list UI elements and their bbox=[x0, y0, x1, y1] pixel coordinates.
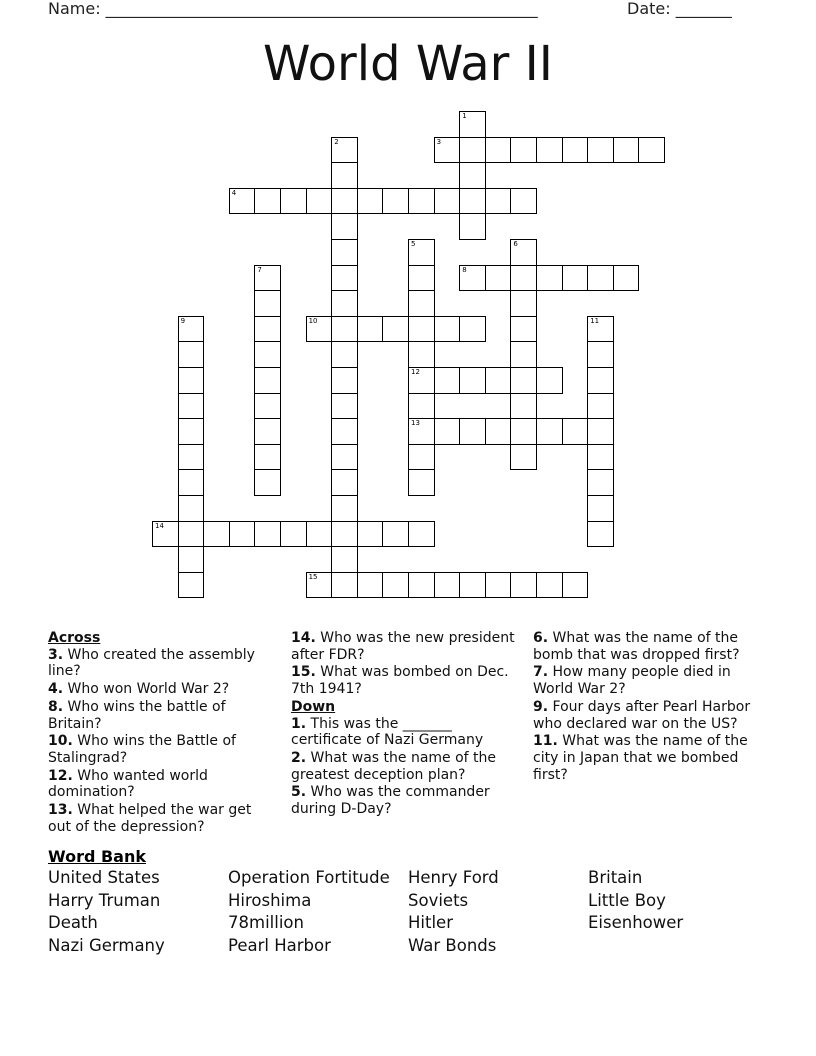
crossword-cell[interactable] bbox=[459, 367, 486, 394]
crossword-cell[interactable] bbox=[510, 572, 537, 599]
clue-across-10: 10. Who wins the Battle of Stalingrad? bbox=[48, 733, 236, 766]
word-bank-item: War Bonds bbox=[408, 936, 497, 955]
crossword-cell[interactable] bbox=[459, 316, 486, 343]
name-field-label: Name: ______________________________________________________ bbox=[48, 0, 538, 18]
crossword-cell[interactable] bbox=[587, 341, 614, 368]
crossword-cell[interactable] bbox=[587, 418, 614, 445]
word-bank-item: Henry Ford bbox=[408, 868, 499, 887]
crossword-cell[interactable] bbox=[613, 137, 640, 164]
cell-number: 9 bbox=[180, 316, 186, 325]
crossword-cell[interactable] bbox=[587, 521, 614, 548]
crossword-cell[interactable] bbox=[485, 418, 512, 445]
crossword-cell[interactable] bbox=[587, 137, 614, 164]
clue-across-12: 12. Who wanted world domination? bbox=[48, 767, 208, 801]
crossword-cell[interactable] bbox=[587, 393, 614, 420]
crossword-cell[interactable] bbox=[331, 239, 358, 266]
cell-number: 11 bbox=[590, 316, 600, 325]
crossword-cell[interactable] bbox=[434, 367, 461, 394]
crossword-cell[interactable] bbox=[510, 239, 537, 266]
crossword-cell[interactable] bbox=[485, 367, 512, 394]
crossword-cell[interactable] bbox=[536, 418, 563, 445]
crossword-cell[interactable] bbox=[254, 367, 281, 394]
cell-number: 1 bbox=[462, 112, 467, 120]
crossword-cell[interactable] bbox=[613, 265, 640, 292]
word-bank-item: Eisenhower bbox=[588, 913, 684, 932]
crossword-cell[interactable] bbox=[178, 341, 205, 368]
crossword-cell[interactable] bbox=[536, 367, 563, 394]
crossword-cell[interactable] bbox=[178, 367, 205, 394]
crossword-cell[interactable] bbox=[357, 316, 384, 343]
clue-down-1: 1. This was the _______ certificate of Nazi Germany bbox=[291, 715, 484, 749]
crossword-cell[interactable] bbox=[408, 316, 435, 343]
crossword-cell[interactable] bbox=[331, 521, 358, 548]
crossword-cell[interactable] bbox=[254, 316, 281, 343]
crossword-cell[interactable] bbox=[331, 265, 358, 292]
crossword-cell[interactable] bbox=[306, 316, 333, 343]
crossword-cell[interactable] bbox=[382, 188, 409, 215]
crossword-cell[interactable] bbox=[562, 418, 589, 445]
crossword-cell[interactable] bbox=[485, 137, 512, 164]
crossword-cell[interactable] bbox=[331, 290, 358, 317]
crossword-cell[interactable] bbox=[459, 162, 486, 189]
crossword-cell[interactable] bbox=[510, 418, 537, 445]
clues-column-3 bbox=[533, 630, 768, 784]
crossword-cell[interactable] bbox=[562, 572, 589, 599]
crossword-cell[interactable] bbox=[331, 213, 358, 240]
crossword-cell[interactable] bbox=[306, 188, 333, 215]
crossword-cell[interactable] bbox=[331, 418, 358, 445]
crossword-cell[interactable] bbox=[331, 444, 358, 471]
crossword-cell[interactable] bbox=[459, 188, 486, 215]
clue-across-13: 13. What helped the war get out of the depression? bbox=[48, 802, 252, 835]
cell-number: 12 bbox=[411, 368, 420, 376]
crossword-cell[interactable] bbox=[510, 290, 537, 317]
crossword-cell[interactable] bbox=[254, 290, 281, 317]
crossword-cell[interactable] bbox=[408, 572, 435, 599]
word-bank-item: Operation Fortitude bbox=[228, 868, 390, 887]
crossword-cell[interactable] bbox=[382, 521, 409, 548]
crossword-cell[interactable] bbox=[254, 188, 281, 215]
crossword-cell[interactable] bbox=[562, 137, 589, 164]
crossword-cell[interactable] bbox=[434, 137, 461, 164]
word-bank-item: Hiroshima bbox=[228, 891, 312, 910]
crossword-cell[interactable] bbox=[306, 572, 333, 599]
crossword-cell[interactable] bbox=[408, 521, 435, 548]
clue-down-5: 5. Who was the commander during D-Day? bbox=[291, 784, 490, 818]
crossword-cell[interactable] bbox=[254, 341, 281, 368]
crossword-cell[interactable] bbox=[178, 546, 205, 573]
crossword-cell[interactable] bbox=[459, 111, 486, 138]
crossword-cell[interactable] bbox=[408, 188, 435, 215]
crossword-cell[interactable] bbox=[331, 137, 358, 164]
crossword-cell[interactable] bbox=[587, 316, 614, 343]
crossword-cell[interactable] bbox=[536, 265, 563, 292]
crossword-cell[interactable] bbox=[408, 418, 435, 445]
crossword-cell[interactable] bbox=[382, 572, 409, 599]
crossword-cell[interactable] bbox=[510, 265, 537, 292]
clue-down-6: 6. What was the name of the bomb that was dropped first? bbox=[533, 630, 740, 663]
crossword-cell[interactable] bbox=[331, 188, 358, 215]
clue-across-15: 15. What was bombed on Dec. 7th 1941? bbox=[291, 664, 509, 698]
crossword-cell[interactable] bbox=[178, 393, 205, 420]
crossword-cell[interactable] bbox=[587, 495, 614, 522]
down-heading: Down bbox=[291, 698, 336, 715]
word-bank-item: Little Boy bbox=[588, 891, 666, 910]
cell-number: 8 bbox=[462, 265, 467, 274]
across-heading: Across bbox=[48, 630, 101, 646]
crossword-cell[interactable] bbox=[331, 393, 358, 420]
cell-number: 4 bbox=[231, 188, 237, 197]
crossword-cell[interactable] bbox=[536, 572, 563, 599]
crossword-cell[interactable] bbox=[587, 444, 614, 471]
cell-number: 7 bbox=[257, 265, 262, 274]
crossword-cell[interactable] bbox=[510, 393, 537, 420]
cell-number: 10 bbox=[308, 316, 318, 325]
crossword-cell[interactable] bbox=[587, 265, 614, 292]
crossword-cell[interactable] bbox=[331, 546, 358, 573]
word-bank-item: Death bbox=[48, 913, 98, 932]
crossword-cell[interactable] bbox=[178, 521, 205, 548]
crossword-cell[interactable] bbox=[562, 265, 589, 292]
crossword-cell[interactable] bbox=[178, 418, 205, 445]
clue-down-9: 9. Four days after Pearl Harbor who declared war on the US? bbox=[533, 698, 751, 732]
crossword-cell[interactable] bbox=[434, 316, 461, 343]
cell-number: 3 bbox=[436, 137, 442, 146]
page-title: World War II bbox=[263, 36, 553, 92]
date-field-label: Date: _______ bbox=[627, 0, 732, 18]
crossword-cell[interactable] bbox=[485, 572, 512, 599]
word-bank-item: 78million bbox=[228, 913, 304, 932]
word-bank-item: Britain bbox=[588, 868, 643, 887]
crossword-cell[interactable] bbox=[510, 137, 537, 164]
crossword-cell[interactable] bbox=[280, 521, 307, 548]
crossword-cell[interactable] bbox=[459, 572, 486, 599]
crossword-cell[interactable] bbox=[459, 137, 486, 164]
crossword-cell[interactable] bbox=[229, 188, 256, 215]
crossword-cell[interactable] bbox=[331, 162, 358, 189]
crossword-cell[interactable] bbox=[536, 137, 563, 164]
crossword-cell[interactable] bbox=[306, 521, 333, 548]
crossword-cell[interactable] bbox=[152, 521, 179, 548]
crossword-cell[interactable] bbox=[331, 341, 358, 368]
crossword-cell[interactable] bbox=[254, 265, 281, 292]
crossword-cell[interactable] bbox=[229, 521, 256, 548]
crossword-cell[interactable] bbox=[408, 469, 435, 496]
crossword-cell[interactable] bbox=[434, 418, 461, 445]
crossword-cell[interactable] bbox=[408, 444, 435, 471]
clue-down-7: 7. How many people died in World War 2? bbox=[533, 664, 731, 698]
crossword-cell[interactable] bbox=[485, 265, 512, 292]
crossword-cell[interactable] bbox=[408, 290, 435, 317]
crossword-cell[interactable] bbox=[408, 393, 435, 420]
clue-across-4: 4. Who won World War 2? bbox=[48, 681, 230, 698]
crossword-cell[interactable] bbox=[178, 572, 205, 599]
crossword-cell[interactable] bbox=[510, 341, 537, 368]
cell-number: 6 bbox=[513, 240, 518, 248]
crossword-cell[interactable] bbox=[510, 444, 537, 471]
cell-number: 14 bbox=[155, 521, 164, 530]
crossword-cell[interactable] bbox=[331, 316, 358, 343]
cell-number: 2 bbox=[334, 137, 339, 146]
clue-down-11: 11. What was the name of the city in Japan that we bombed first? bbox=[533, 733, 748, 783]
cell-number: 5 bbox=[411, 240, 416, 248]
crossword-cell[interactable] bbox=[203, 521, 230, 548]
crossword-cell[interactable] bbox=[254, 444, 281, 471]
word-bank-heading: Word Bank bbox=[48, 847, 147, 866]
crossword-cell[interactable] bbox=[459, 418, 486, 445]
crossword-cell[interactable] bbox=[638, 137, 665, 164]
crossword-cell[interactable] bbox=[331, 572, 358, 599]
crossword-cell[interactable] bbox=[178, 316, 205, 343]
clues-column-2 bbox=[291, 630, 521, 819]
crossword-cell[interactable] bbox=[587, 367, 614, 394]
crossword-cell[interactable] bbox=[408, 265, 435, 292]
crossword-cell[interactable] bbox=[459, 213, 486, 240]
crossword-cell[interactable] bbox=[434, 188, 461, 215]
word-bank-item: Nazi Germany bbox=[48, 936, 165, 955]
crossword-cell[interactable] bbox=[408, 367, 435, 394]
clue-across-8: 8. Who wins the battle of Britain? bbox=[48, 698, 226, 732]
clue-across-3: 3. Who created the assembly line? bbox=[48, 646, 255, 680]
crossword-cell[interactable] bbox=[280, 188, 307, 215]
word-bank-item: United States bbox=[48, 868, 160, 887]
crossword-cell[interactable] bbox=[510, 188, 537, 215]
crossword-cell[interactable] bbox=[331, 469, 358, 496]
cell-number: 15 bbox=[308, 572, 318, 581]
clue-across-14: 14. Who was the new president after FDR? bbox=[291, 630, 515, 663]
crossword-cell[interactable] bbox=[357, 572, 384, 599]
crossword-cell[interactable] bbox=[408, 341, 435, 368]
crossword-cell[interactable] bbox=[331, 367, 358, 394]
crossword-cell[interactable] bbox=[382, 316, 409, 343]
crossword-cell[interactable] bbox=[510, 316, 537, 343]
crossword-cell[interactable] bbox=[357, 188, 384, 215]
crossword-cell[interactable] bbox=[178, 469, 205, 496]
crossword-cell[interactable] bbox=[587, 469, 614, 496]
crossword-cell[interactable] bbox=[408, 239, 435, 266]
crossword-cell[interactable] bbox=[459, 265, 486, 292]
crossword-cell[interactable] bbox=[178, 495, 205, 522]
crossword-cell[interactable] bbox=[254, 393, 281, 420]
crossword-cell[interactable] bbox=[178, 444, 205, 471]
clues-column-1 bbox=[48, 630, 273, 836]
crossword-cell[interactable] bbox=[254, 418, 281, 445]
word-bank-item: Soviets bbox=[408, 891, 469, 910]
clue-down-2: 2. What was the name of the greatest deception plan? bbox=[291, 749, 497, 783]
crossword-cell[interactable] bbox=[357, 521, 384, 548]
crossword-cell[interactable] bbox=[331, 495, 358, 522]
crossword-cell[interactable] bbox=[485, 188, 512, 215]
crossword-cell[interactable] bbox=[254, 469, 281, 496]
word-bank-item: Hitler bbox=[408, 913, 453, 932]
crossword-cell[interactable] bbox=[510, 367, 537, 394]
crossword-cell[interactable] bbox=[434, 572, 461, 599]
word-bank-item: Pearl Harbor bbox=[228, 936, 331, 955]
word-bank-item: Harry Truman bbox=[48, 891, 161, 910]
crossword-cell[interactable] bbox=[254, 521, 281, 548]
cell-number: 13 bbox=[411, 419, 420, 428]
